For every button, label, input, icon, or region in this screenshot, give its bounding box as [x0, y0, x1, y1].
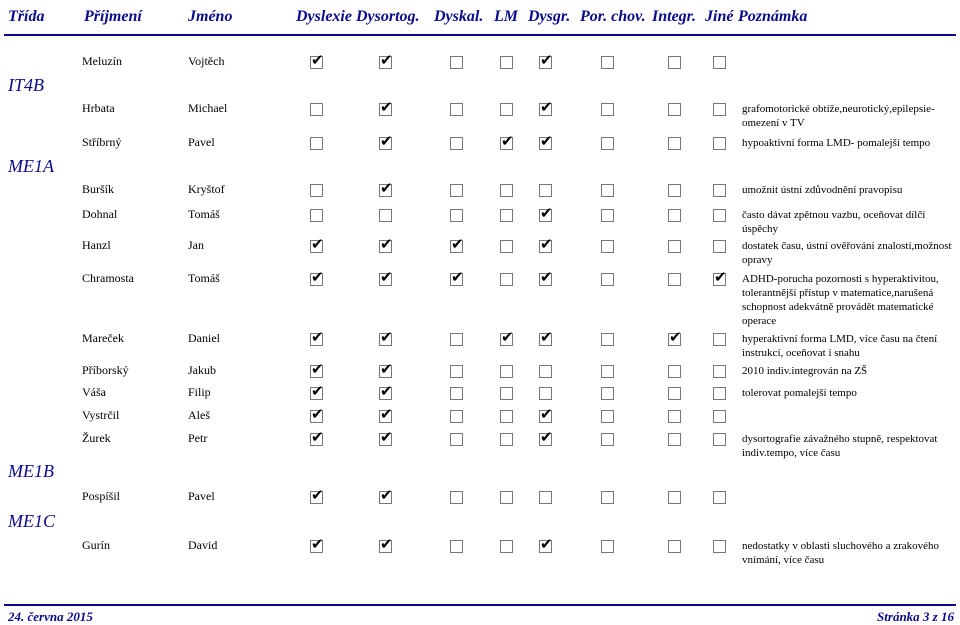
checkmark-icon: ✔ [540, 535, 553, 553]
checkbox[interactable] [601, 209, 614, 222]
checkmark-icon: ✔ [540, 428, 553, 446]
checkmark-icon: ✔ [540, 204, 553, 222]
header-dyskal: Dyskal. [434, 8, 484, 25]
checkbox[interactable] [601, 540, 614, 553]
checkbox[interactable] [500, 132, 514, 150]
student-first-name: David [188, 538, 218, 552]
student-surname: Hanzl [82, 238, 111, 252]
checkbox[interactable] [668, 56, 681, 69]
checkbox[interactable] [450, 433, 463, 446]
checkbox[interactable] [601, 365, 614, 378]
checkmark-icon: ✔ [380, 382, 393, 400]
checkbox[interactable] [668, 491, 681, 504]
checkbox[interactable] [450, 333, 463, 346]
checkbox[interactable] [500, 328, 514, 346]
student-note: nedostatky v oblasti sluchového a zrakového vnímání, více času [742, 540, 940, 566]
checkbox[interactable] [539, 184, 552, 197]
checkbox[interactable] [310, 535, 324, 553]
student-surname: Pospíšil [82, 489, 121, 503]
checkbox[interactable] [539, 491, 552, 504]
student-note: tolerovat pomalejší tempo [742, 387, 857, 399]
checkbox[interactable] [310, 428, 324, 446]
student-first-name: Daniel [188, 331, 220, 345]
student-surname: Příborský [82, 363, 129, 377]
checkbox[interactable] [601, 137, 614, 150]
checkmark-icon: ✔ [451, 268, 464, 286]
checkbox[interactable] [601, 103, 614, 116]
checkbox[interactable] [668, 103, 681, 116]
checkmark-icon: ✔ [380, 360, 393, 378]
checkbox[interactable] [310, 360, 324, 378]
checkmark-icon: ✔ [380, 428, 393, 446]
checkmark-icon: ✔ [540, 405, 553, 423]
checkbox[interactable] [450, 137, 463, 150]
checkmark-icon: ✔ [540, 98, 553, 116]
checkbox[interactable] [601, 333, 614, 346]
checkmark-icon: ✔ [380, 235, 393, 253]
checkmark-icon: ✔ [380, 486, 393, 504]
student-first-name: Filip [188, 385, 211, 399]
checkbox[interactable] [539, 51, 553, 69]
checkbox[interactable] [310, 328, 324, 346]
checkbox[interactable] [713, 387, 726, 400]
checkbox[interactable] [450, 268, 464, 286]
checkbox[interactable] [713, 209, 726, 222]
checkmark-icon: ✔ [380, 51, 393, 69]
checkbox[interactable] [500, 240, 513, 253]
checkbox[interactable] [310, 137, 323, 150]
checkbox[interactable] [379, 51, 393, 69]
checkmark-icon: ✔ [540, 132, 553, 150]
checkbox[interactable] [450, 410, 463, 423]
checkmark-icon: ✔ [380, 132, 393, 150]
checkbox[interactable] [601, 56, 614, 69]
header-dysgr: Dysgr. [528, 8, 571, 25]
student-surname: Dohnal [82, 207, 118, 221]
checkmark-icon: ✔ [540, 235, 553, 253]
student-first-name: Petr [188, 431, 208, 445]
student-note: umožnit ústní zdůvodnění pravopisu [742, 184, 903, 196]
checkbox[interactable] [450, 103, 463, 116]
student-first-name: Aleš [188, 408, 210, 422]
student-note: dostatek času, ústní ověřování znalostí,možnost opravy [742, 240, 952, 266]
checkbox[interactable] [379, 360, 393, 378]
checkbox[interactable] [539, 535, 553, 553]
checkmark-icon: ✔ [380, 98, 393, 116]
checkbox[interactable] [450, 56, 463, 69]
checkbox[interactable] [379, 268, 393, 286]
class-label-me1b: ME1B [8, 461, 54, 481]
student-first-name: Kryštof [188, 182, 225, 196]
checkbox[interactable] [668, 137, 681, 150]
checkmark-icon: ✔ [311, 235, 324, 253]
student-surname: Vystrčil [82, 408, 120, 422]
checkbox[interactable] [713, 240, 726, 253]
checkbox[interactable] [539, 98, 553, 116]
checkbox[interactable] [539, 268, 553, 286]
checkmark-icon: ✔ [669, 328, 682, 346]
checkbox[interactable] [601, 433, 614, 446]
student-first-name: Tomáš [188, 271, 220, 285]
checkbox[interactable] [450, 491, 463, 504]
checkbox[interactable] [539, 235, 553, 253]
checkbox[interactable] [310, 486, 324, 504]
header-jmeno: Jméno [188, 8, 233, 25]
checkbox[interactable] [713, 268, 727, 286]
checkbox[interactable] [601, 410, 614, 423]
checkbox[interactable] [668, 328, 682, 346]
checkbox[interactable] [379, 535, 393, 553]
class-label-it4b: IT4B [8, 75, 44, 95]
checkmark-icon: ✔ [451, 235, 464, 253]
checkbox[interactable] [450, 387, 463, 400]
checkbox[interactable] [379, 235, 393, 253]
checkbox[interactable] [310, 103, 323, 116]
checkbox[interactable] [310, 184, 323, 197]
checkmark-icon: ✔ [311, 535, 324, 553]
student-surname: Mareček [82, 331, 124, 345]
checkbox[interactable] [668, 209, 681, 222]
checkbox[interactable] [500, 273, 513, 286]
checkmark-icon: ✔ [540, 268, 553, 286]
student-first-name: Vojtěch [188, 54, 225, 68]
checkbox[interactable] [500, 491, 513, 504]
checkmark-icon: ✔ [501, 328, 514, 346]
checkbox[interactable] [668, 433, 681, 446]
checkmark-icon: ✔ [714, 268, 727, 286]
checkbox[interactable] [379, 405, 393, 423]
checkbox[interactable] [450, 365, 463, 378]
checkbox[interactable] [601, 491, 614, 504]
checkmark-icon: ✔ [311, 268, 324, 286]
checkmark-icon: ✔ [311, 328, 324, 346]
checkbox[interactable] [450, 209, 463, 222]
checkbox[interactable] [668, 273, 681, 286]
checkbox[interactable] [500, 209, 513, 222]
class-label-me1c: ME1C [8, 511, 55, 531]
checkbox[interactable] [601, 184, 614, 197]
checkmark-icon: ✔ [380, 179, 393, 197]
student-note: často dávat zpětnou vazbu, oceňovat dílčí úspěchy [742, 209, 926, 235]
checkmark-icon: ✔ [311, 405, 324, 423]
checkbox[interactable] [379, 209, 392, 222]
checkbox[interactable] [310, 51, 324, 69]
student-surname: Hrbata [82, 101, 115, 115]
checkbox[interactable] [379, 179, 393, 197]
checkbox[interactable] [713, 540, 726, 553]
checkbox[interactable] [539, 428, 553, 446]
header-integr: Integr. [652, 8, 697, 25]
checkbox[interactable] [713, 333, 726, 346]
checkbox[interactable] [450, 540, 463, 553]
header-jine: Jiné [705, 8, 734, 25]
header-prijmeni: Příjmení [84, 8, 142, 25]
checkbox[interactable] [500, 56, 513, 69]
checkbox[interactable] [379, 486, 393, 504]
checkbox[interactable] [500, 184, 513, 197]
checkbox[interactable] [379, 132, 393, 150]
checkbox[interactable] [500, 387, 513, 400]
student-surname: Buršík [82, 182, 115, 196]
checkbox[interactable] [500, 540, 513, 553]
checkmark-icon: ✔ [311, 360, 324, 378]
checkbox[interactable] [713, 433, 726, 446]
checkbox[interactable] [450, 184, 463, 197]
checkbox[interactable] [539, 328, 553, 346]
student-first-name: Pavel [188, 135, 215, 149]
checkmark-icon: ✔ [311, 486, 324, 504]
checkmark-icon: ✔ [311, 51, 324, 69]
checkbox[interactable] [310, 235, 324, 253]
checkbox[interactable] [539, 387, 552, 400]
checkmark-icon: ✔ [380, 268, 393, 286]
checkbox[interactable] [713, 410, 726, 423]
student-first-name: Jan [188, 238, 204, 252]
checkbox[interactable] [500, 365, 513, 378]
checkbox[interactable] [601, 273, 614, 286]
header-dysortog: Dysortog. [356, 8, 420, 25]
student-note: dysortografie závažného stupně, respektovat indiv.tempo, více času [742, 433, 938, 459]
checkbox[interactable] [500, 103, 513, 116]
student-note: 2010 indiv.integrován na ZŠ [742, 365, 868, 377]
student-surname: Gurín [82, 538, 110, 552]
checkmark-icon: ✔ [501, 132, 514, 150]
student-note: grafomotorické obtíže,neurotický,epilepsie-omezení v TV [742, 103, 935, 129]
checkbox[interactable] [379, 428, 393, 446]
header-por-chov: Por. chov. [580, 8, 646, 25]
checkbox[interactable] [539, 204, 553, 222]
student-first-name: Jakub [188, 363, 216, 377]
checkmark-icon: ✔ [311, 382, 324, 400]
checkbox[interactable] [601, 240, 614, 253]
header-lm: LM [494, 8, 518, 25]
checkbox[interactable] [668, 410, 681, 423]
checkbox[interactable] [668, 184, 681, 197]
checkmark-icon: ✔ [540, 51, 553, 69]
checkbox[interactable] [379, 328, 393, 346]
header-trida: Třída [8, 8, 45, 25]
student-surname: Žurek [82, 431, 111, 445]
checkmark-icon: ✔ [380, 535, 393, 553]
checkbox[interactable] [379, 98, 393, 116]
checkbox[interactable] [601, 387, 614, 400]
checkbox[interactable] [379, 382, 393, 400]
student-note: hyperaktivní forma LMD, více času na čtení instrukcí, oceňovat i snahu [742, 333, 938, 359]
footer-rule [4, 604, 956, 606]
checkbox[interactable] [539, 132, 553, 150]
checkmark-icon: ✔ [380, 405, 393, 423]
checkbox[interactable] [713, 56, 726, 69]
checkbox[interactable] [500, 433, 513, 446]
checkbox[interactable] [668, 365, 681, 378]
header-rule [4, 34, 956, 36]
student-surname: Stříbrný [82, 135, 122, 149]
checkbox[interactable] [713, 103, 726, 116]
class-label-me1a: ME1A [8, 156, 54, 176]
checkbox[interactable] [310, 209, 323, 222]
checkbox[interactable] [668, 240, 681, 253]
checkmark-icon: ✔ [380, 328, 393, 346]
checkmark-icon: ✔ [311, 428, 324, 446]
student-note: hypoaktivní forma LMD- pomalejší tempo [742, 137, 931, 149]
student-first-name: Pavel [188, 489, 215, 503]
checkbox[interactable] [668, 387, 681, 400]
checkbox[interactable] [310, 405, 324, 423]
header-dyslexie: Dyslexie [296, 8, 352, 25]
student-first-name: Michael [188, 101, 228, 115]
checkbox[interactable] [668, 540, 681, 553]
header-poznamka: Poznámka [738, 8, 808, 25]
footer-page-number: Stránka 3 z 16 [877, 609, 954, 624]
student-note: ADHD-porucha pozornosti s hyperaktivitou, tolerantnější přístup v matematice,narušená schopnost adekvátně provádět matematické operace [742, 273, 939, 327]
checkbox[interactable] [713, 491, 726, 504]
checkbox[interactable] [450, 235, 464, 253]
checkbox[interactable] [310, 382, 324, 400]
student-surname: Chramosta [82, 271, 134, 285]
checkbox[interactable] [500, 410, 513, 423]
checkbox[interactable] [713, 184, 726, 197]
checkbox[interactable] [713, 365, 726, 378]
student-surname: Meluzín [82, 54, 122, 68]
checkmark-icon: ✔ [540, 328, 553, 346]
checkbox[interactable] [310, 268, 324, 286]
footer-date: 24. června 2015 [8, 609, 93, 624]
checkbox[interactable] [539, 405, 553, 423]
checkbox[interactable] [713, 137, 726, 150]
student-surname: Váša [82, 385, 106, 399]
student-first-name: Tomáš [188, 207, 220, 221]
checkbox[interactable] [539, 365, 552, 378]
